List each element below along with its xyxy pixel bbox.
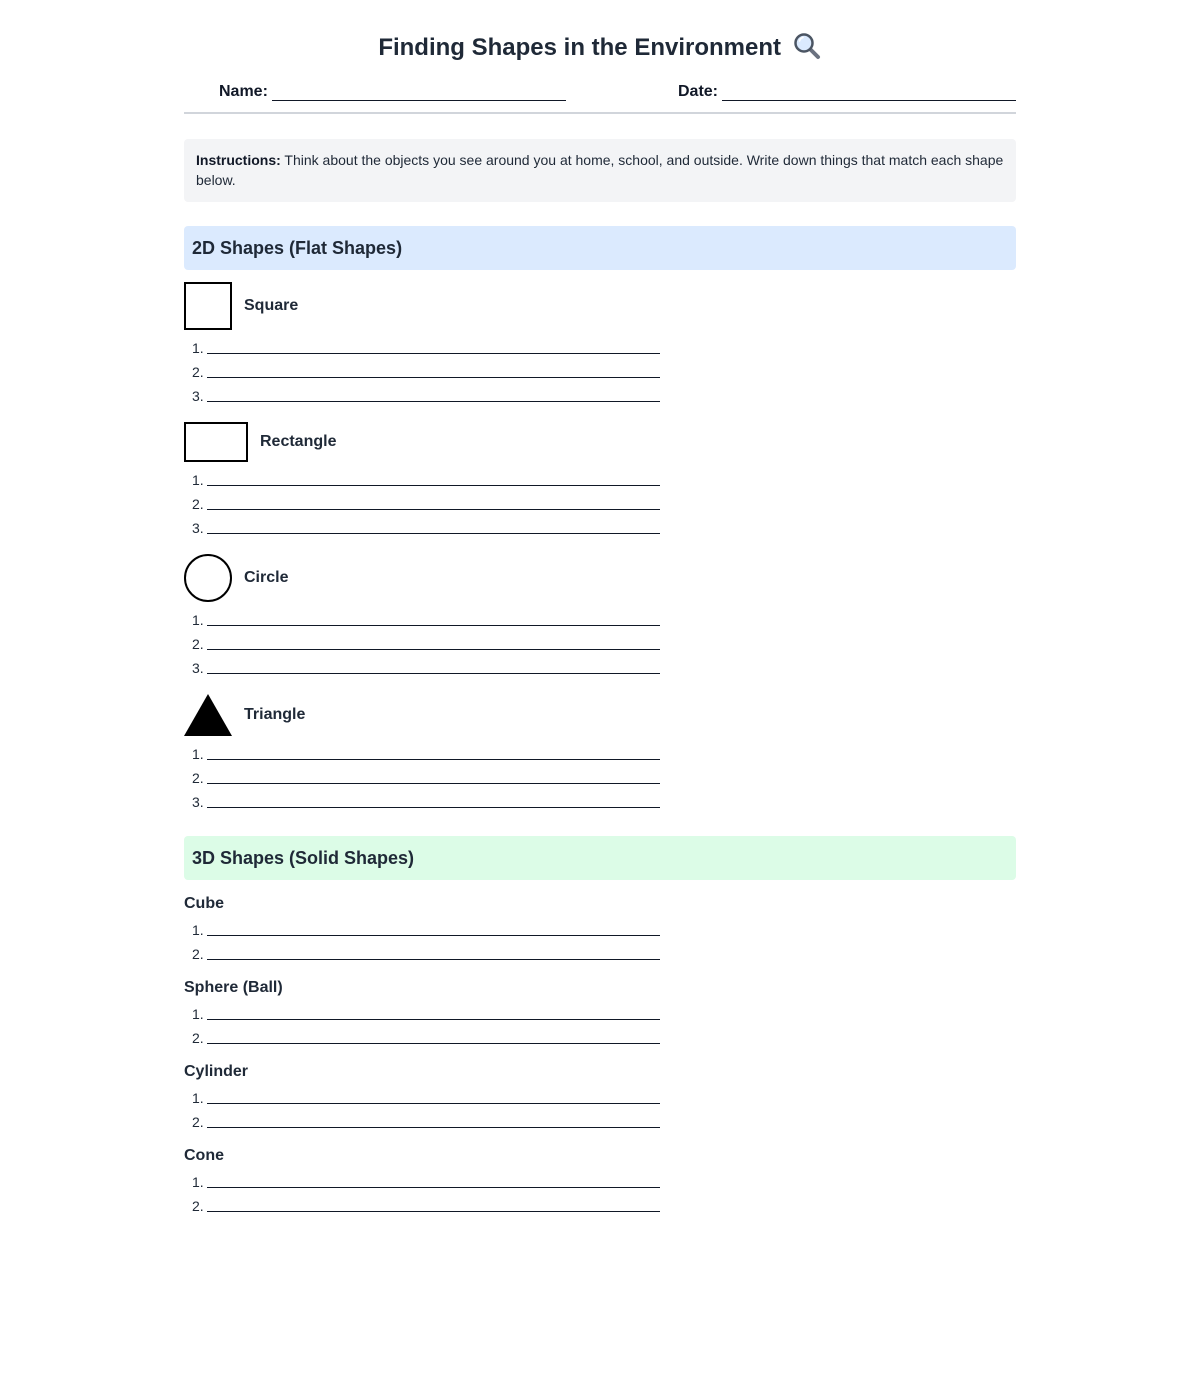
- answer-line[interactable]: [192, 1088, 660, 1108]
- page-title: [184, 32, 1016, 63]
- answer-line[interactable]: [192, 1004, 660, 1024]
- answer-blank[interactable]: [207, 1043, 660, 1044]
- rectangle-icon: [184, 422, 248, 462]
- answer-blank[interactable]: [207, 649, 660, 650]
- answer-blank[interactable]: [207, 1211, 660, 1212]
- answer-number: 1.: [192, 746, 204, 762]
- name-label: Name:: [219, 83, 268, 100]
- triangle-icon: [184, 694, 232, 736]
- section-2d-header: 2D Shapes (Flat Shapes): [184, 226, 1016, 270]
- header-divider: [184, 112, 1016, 114]
- answer-number: 1.: [192, 612, 204, 628]
- answer-number: 2.: [192, 1198, 204, 1214]
- answer-number: 2.: [192, 1114, 204, 1130]
- answer-number: 1.: [192, 1174, 204, 1190]
- answer-blank[interactable]: [207, 935, 660, 936]
- answer-line[interactable]: [192, 1028, 660, 1048]
- shape-label-circle: Circle: [244, 569, 289, 586]
- answer-line[interactable]: [192, 634, 660, 654]
- answer-blank[interactable]: [207, 783, 660, 784]
- answer-line[interactable]: [192, 1112, 660, 1132]
- answer-number: 3.: [192, 520, 204, 536]
- answer-line[interactable]: [192, 338, 660, 358]
- answer-blank[interactable]: [207, 959, 660, 960]
- shape-label-cylinder: Cylinder: [184, 1063, 249, 1080]
- answer-line[interactable]: [192, 386, 660, 406]
- answer-number: 1.: [192, 922, 204, 938]
- answer-line[interactable]: [192, 1172, 660, 1192]
- answer-blank[interactable]: [207, 533, 660, 534]
- answer-blank[interactable]: [207, 625, 660, 626]
- answer-blank[interactable]: [207, 673, 660, 674]
- answer-number: 2.: [192, 1030, 204, 1046]
- answer-line[interactable]: [192, 362, 660, 382]
- answer-line[interactable]: [192, 920, 660, 940]
- square-icon: [184, 282, 232, 330]
- answer-line[interactable]: [192, 1196, 660, 1216]
- shape-label-cone: Cone: [184, 1147, 224, 1164]
- instructions-label: Instructions:: [196, 152, 281, 168]
- answer-number: 3.: [192, 388, 204, 404]
- answer-line[interactable]: [192, 494, 660, 514]
- answer-number: 1.: [192, 340, 204, 356]
- answer-number: 2.: [192, 636, 204, 652]
- answer-number: 2.: [192, 770, 204, 786]
- shape-label-cube: Cube: [184, 895, 224, 912]
- date-label: Date:: [678, 83, 719, 100]
- answer-blank[interactable]: [207, 1127, 660, 1128]
- answer-number: 1.: [192, 472, 204, 488]
- instructions-text: Think about the objects you see around you at home, school, and outside. Write down things that match each shape below.: [196, 152, 1004, 188]
- date-field[interactable]: [678, 82, 718, 102]
- title-text: Finding Shapes in the Environment: [378, 34, 782, 61]
- answer-line[interactable]: [192, 768, 660, 788]
- answer-line[interactable]: [192, 470, 660, 490]
- answer-blank[interactable]: [207, 509, 660, 510]
- answer-line[interactable]: [192, 744, 660, 764]
- answer-number: 2.: [192, 496, 204, 512]
- answer-line[interactable]: [192, 944, 660, 964]
- answer-line[interactable]: [192, 610, 660, 630]
- answer-line[interactable]: [192, 518, 660, 538]
- answer-blank[interactable]: [207, 1103, 660, 1104]
- answer-blank[interactable]: [207, 353, 660, 354]
- shape-label-sphere: Sphere (Ball): [184, 979, 283, 996]
- answer-blank[interactable]: [207, 1019, 660, 1020]
- answer-line[interactable]: [192, 658, 660, 678]
- instructions-box: [184, 139, 1016, 202]
- magnifying-glass-icon: [792, 32, 822, 60]
- answer-blank[interactable]: [207, 377, 660, 378]
- name-field[interactable]: [219, 82, 268, 102]
- name-line[interactable]: [272, 100, 566, 101]
- answer-number: 1.: [192, 1006, 204, 1022]
- answer-blank[interactable]: [207, 759, 660, 760]
- answer-number: 2.: [192, 364, 204, 380]
- answer-line[interactable]: [192, 792, 660, 812]
- answer-blank[interactable]: [207, 807, 660, 808]
- answer-blank[interactable]: [207, 1187, 660, 1188]
- shape-label-square: Square: [244, 297, 299, 314]
- answer-blank[interactable]: [207, 401, 660, 402]
- circle-icon: [184, 554, 232, 602]
- answer-number: 3.: [192, 660, 204, 676]
- shape-label-triangle: Triangle: [244, 706, 306, 723]
- answer-number: 1.: [192, 1090, 204, 1106]
- answer-number: 2.: [192, 946, 204, 962]
- answer-number: 3.: [192, 794, 204, 810]
- shape-label-rectangle: Rectangle: [260, 433, 337, 450]
- date-line[interactable]: [722, 100, 1016, 101]
- answer-blank[interactable]: [207, 485, 660, 486]
- section-3d-header: 3D Shapes (Solid Shapes): [184, 836, 1016, 880]
